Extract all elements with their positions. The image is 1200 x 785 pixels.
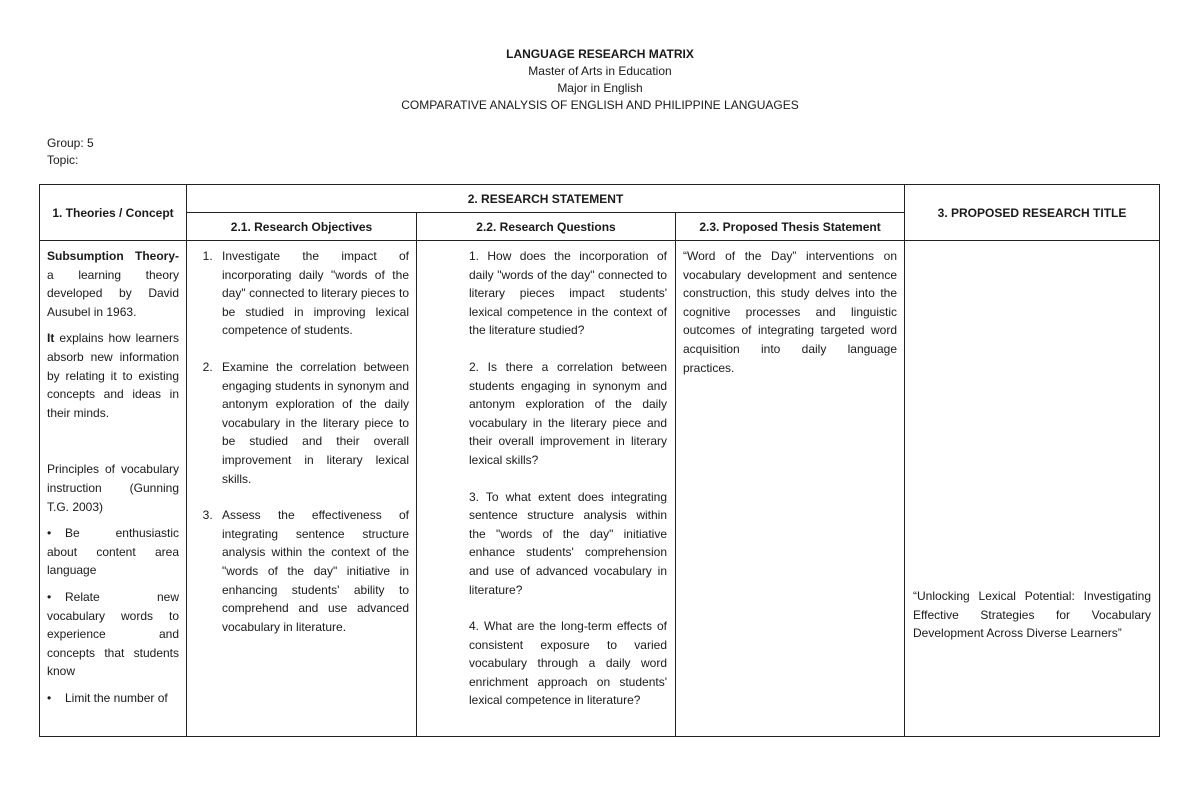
question-item: 3. To what extent does integrating sentence structure analysis within the "words of the day" initiative enhance students' comprehension and use of advanced vocabulary in literature? (469, 489, 667, 597)
proposed-title-cell (905, 241, 1160, 737)
list-item: • Relate new vocabulary words to experience and concepts that students know (47, 589, 179, 679)
document-title: LANGUAGE RESEARCH MATRIX (506, 47, 694, 61)
questions-header: 2.2. Research Questions (417, 213, 676, 241)
major-line: Major in English (557, 81, 643, 95)
list-item: • Be enthusiastic about content area language (47, 526, 179, 578)
principles-text: Principles of vocabulary instruction (Gunning T.G. 2003) (47, 462, 179, 514)
objectives-header: 2.1. Research Objectives (187, 213, 417, 241)
objective-item: 2. Examine the correlation between engaging students in synonym and antonym exploration of the daily vocabulary in the literary piece to be studied and their overall improvement in literary lexical skills. (216, 358, 409, 488)
group-info (47, 135, 94, 169)
theories-header: 1. Theories / Concept (40, 185, 187, 241)
topic-label: Topic: (47, 153, 79, 167)
question-item: 1. How does the incorporation of daily "words of the day" connected to literary pieces impact students' lexical competence in the context of the literature studied? (469, 249, 667, 338)
objectives-cell (187, 241, 417, 737)
thesis-header: 2.3. Proposed Thesis Statement (676, 213, 905, 241)
question-item: 4. What are the long-term effects of consistent exposure to varied vocabulary through a daily word enrichment approach on students' lexical competence in literature? (469, 619, 667, 708)
list-item: • Limit the number of (47, 690, 168, 705)
questions-cell (417, 241, 676, 737)
course-line: COMPARATIVE ANALYSIS OF ENGLISH AND PHILIPPINE LANGUAGES (401, 98, 799, 112)
proposed-title-header: 3. PROPOSED RESEARCH TITLE (905, 185, 1160, 241)
question-item: 2. Is there a correlation between students engaging in synonym and antonym exploration of the daily vocabulary in the literary piece and their overall improvement in literary lexical skills? (469, 359, 667, 467)
research-matrix-table (39, 184, 1159, 737)
proposed-title: “Unlocking Lexical Potential: Investigating Effective Strategies for Vocabulary Development Across Diverse Learners” (913, 589, 1152, 641)
document-header (0, 46, 1200, 114)
group-label: Group: 5 (47, 136, 94, 150)
theory-explanation: explains how learners absorb new information by relating it to existing concepts and ideas in their minds. (47, 331, 179, 420)
research-statement-header: 2. RESEARCH STATEMENT (187, 185, 905, 213)
it-word: It (47, 331, 55, 346)
thesis-cell (676, 241, 905, 737)
theories-cell (40, 241, 187, 737)
objective-item: 3. Assess the effectiveness of integrating sentence structure analysis within the context of the "words of the day" initiative in enhancing students' ability to comprehend and use advanced vocabulary in literature. (216, 506, 409, 636)
objective-item: 1. Investigate the impact of incorporating daily "words of the day" connected to literary pieces to be studied in improving lexical competence of students. (216, 247, 409, 340)
program-line: Master of Arts in Education (528, 64, 672, 78)
theory-name: Subsumption Theory- (47, 249, 179, 263)
theory-description: a learning theory developed by David Ausubel in 1963. (47, 267, 179, 319)
thesis-statement: “Word of the Day” interventions on vocabulary development and sentence construction, this study delves into the cognitive processes and linguistic outcomes of integrating targeted word acquisition into daily language practices. (683, 249, 898, 375)
